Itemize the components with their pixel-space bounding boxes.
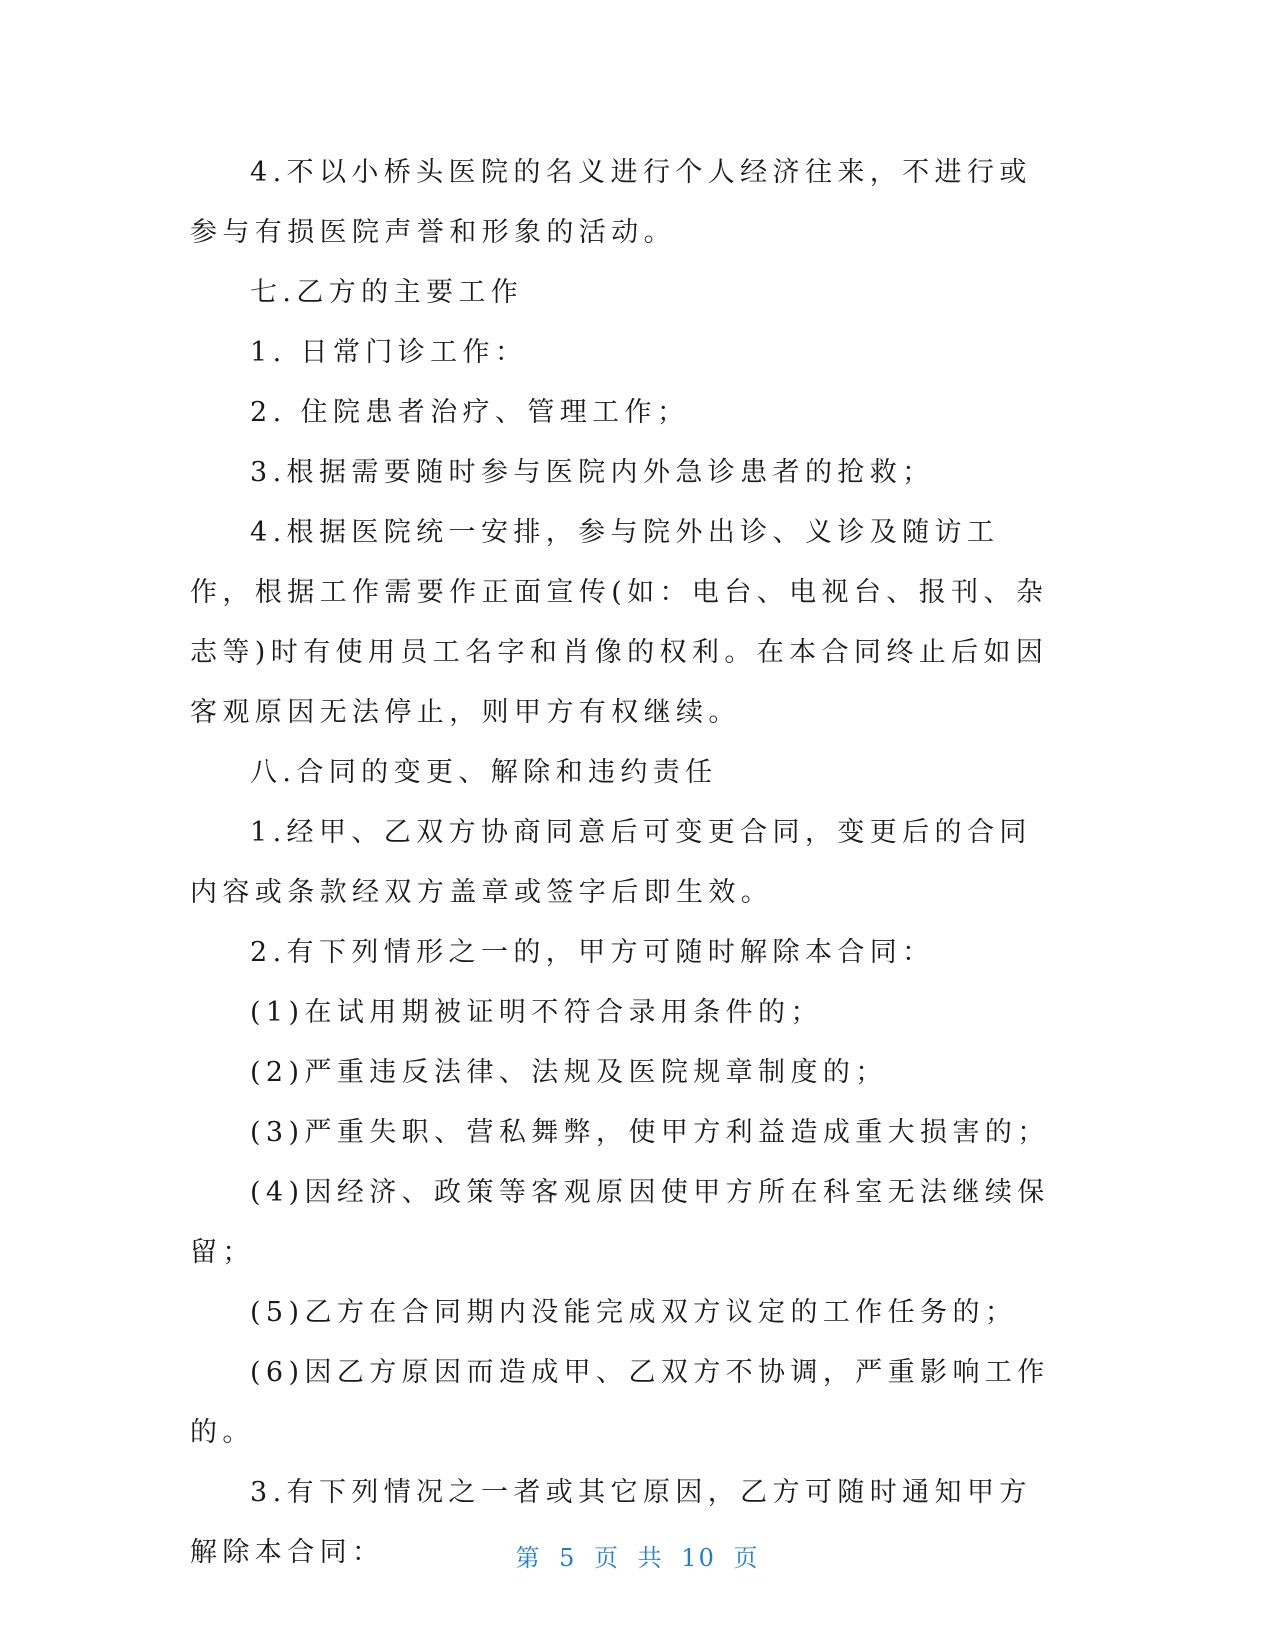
paragraph-item-3-emergency: 3.根据需要随时参与医院内外急诊患者的抢救； <box>250 457 935 488</box>
sub-item-3: (3)严重失职、营私舞弊，使甲方利益造成重大损害的； <box>250 1117 1050 1148</box>
document-body <box>190 143 1060 1583</box>
paragraph-item-2-termination: 2.有下列情形之一的，甲方可随时解除本合同： <box>250 937 935 968</box>
paragraph-item-4-publicity: 4.根据医院统一安排，参与院外出诊、义诊及随访工作，根据工作需要作正面宣传(如：电台、电视台、报刊、杂志等)时有使用员工名字和肖像的权利。在本合同终止后如因客观原因无法停止，则甲方有权继续。 <box>190 517 1049 728</box>
section-heading-seven: 七.乙方的主要工作 <box>250 277 524 308</box>
sub-item-5: (5)乙方在合同期内没能完成双方议定的工作任务的； <box>250 1297 1018 1328</box>
paragraph-item-1-outpatient: 1. 日常门诊工作： <box>250 337 528 368</box>
paragraph-item-1-change: 1.经甲、乙双方协商同意后可变更合同，变更后的合同内容或条款经双方盖章或签字后即生效。 <box>190 817 1032 908</box>
sub-item-1: (1)在试用期被证明不符合录用条件的； <box>250 997 823 1028</box>
paragraph-item-2-inpatient: 2. 住院患者治疗、管理工作； <box>250 397 690 428</box>
page-number-footer: 第 5 页 共 10 页 <box>515 1544 760 1572</box>
paragraph-item-4-economic: 4.不以小桥头医院的名义进行个人经济往来，不进行或参与有损医院声誉和形象的活动。 <box>190 157 1032 248</box>
sub-item-6: (6)因乙方原因而造成甲、乙双方不协调，严重影响工作的。 <box>190 1357 1050 1448</box>
sub-item-4: (4)因经济、政策等客观原因使甲方所在科室无法继续保留； <box>190 1177 1050 1268</box>
sub-item-2: (2)严重违反法律、法规及医院规章制度的； <box>250 1057 888 1088</box>
section-heading-eight: 八.合同的变更、解除和违约责任 <box>250 757 718 788</box>
paragraph-item-3-employee-termination: 3.有下列情况之一者或其它原因，乙方可随时通知甲方解除本合同： <box>190 1477 1032 1568</box>
